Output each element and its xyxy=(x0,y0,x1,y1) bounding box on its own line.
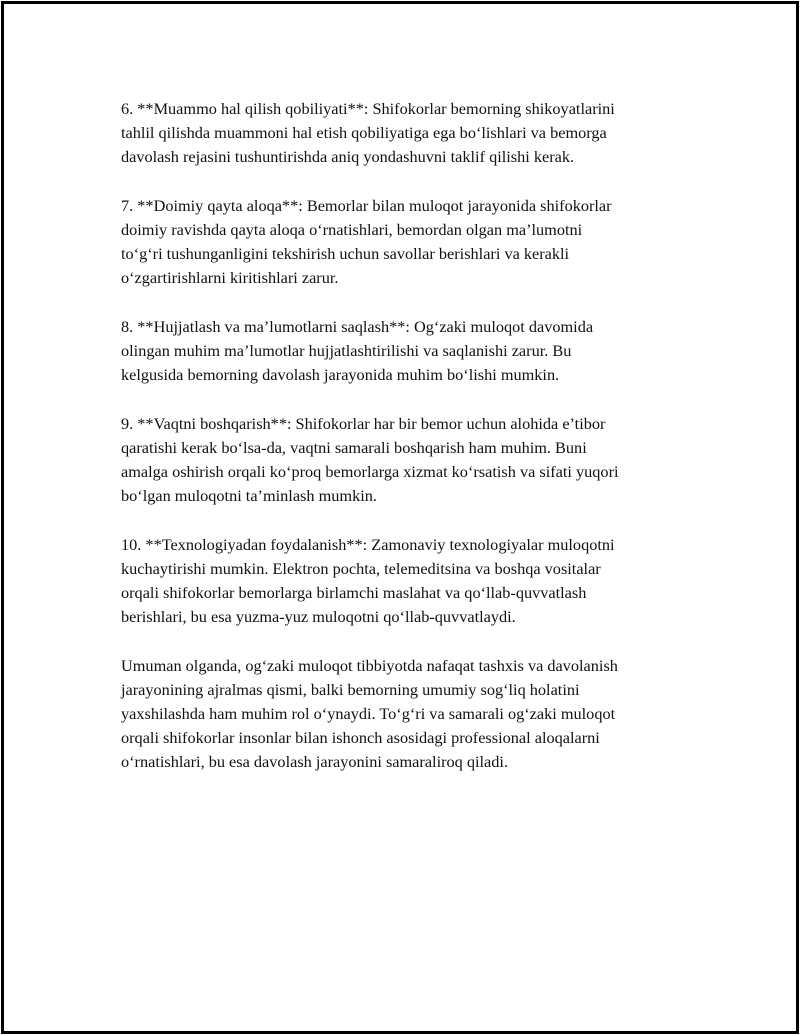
paragraph-line: doimiy ravishda qayta aloqa o‘rnatishlari, bemordan olgan ma’lumotni xyxy=(121,220,583,239)
paragraph-feedback xyxy=(121,194,691,291)
paragraph-line: berishlari, bu esa yuzma-yuz muloqotni qo‘llab-quvvatlaydi. xyxy=(121,607,516,627)
paragraph-line: kelgusida bemorning davolash jarayonida muhim bo‘lishi mumkin. xyxy=(121,365,560,385)
paragraph-line: yaxshilashda ham muhim rol o‘ynaydi. To‘g‘ri va samarali og‘zaki muloqot xyxy=(121,704,616,723)
paragraph-line: amalga oshirish orqali ko‘proq bemorlarga xizmat ko‘rsatish va sifati yuqori xyxy=(121,462,619,481)
document-body xyxy=(121,97,691,799)
paragraph-documentation xyxy=(121,315,691,388)
paragraph-line: 10. **Texnologiyadan foydalanish**: Zamonaviy texnologiyalar muloqotni xyxy=(121,534,615,554)
paragraph-line: olingan muhim ma’lumotlar hujjatlashtirilishi va saqlanishi zarur. Bu xyxy=(121,341,572,360)
paragraph-line: bo‘lgan muloqotni ta’minlash mumkin. xyxy=(121,486,377,506)
paragraph-line: to‘g‘ri tushunganligini tekshirish uchun savollar berishlari va kerakli xyxy=(121,244,570,264)
paragraph-line: 9. **Vaqtni boshqarish**: Shifokorlar har bir bemor uchun alohida e’tibor xyxy=(121,413,606,433)
paragraph-line: qaratishi kerak bo‘lsa-da, vaqtni samarali boshqarish ham muhim. Buni xyxy=(121,437,587,457)
paragraph-time-management xyxy=(121,412,691,509)
paragraph-line: davolash rejasini tushuntirishda aniq yondashuvni taklif qilishi kerak. xyxy=(121,147,575,167)
paragraph-problem-solving xyxy=(121,97,691,170)
paragraph-line: 8. **Hujjatlash va ma’lumotlarni saqlash**: Og‘zaki muloqot davomida xyxy=(121,316,594,336)
paragraph-line: kuchaytirishi mumkin. Elektron pochta, telemeditsina va boshqa vositalar xyxy=(121,558,601,578)
paragraph-line: o‘rnatishlari, bu esa davolash jarayonini samaraliroq qiladi. xyxy=(121,752,509,772)
paragraph-line: tahlil qilishda muammoni hal etish qobiliyatiga ega bo‘lishlari va bemorga xyxy=(121,123,607,143)
paragraph-line: orqali shifokorlar bemorlarga birlamchi maslahat va qo‘llab-quvvatlash xyxy=(121,583,587,602)
paragraph-line: jarayonining ajralmas qismi, balki bemorning umumiy sog‘liq holatini xyxy=(121,679,580,699)
paragraph-conclusion xyxy=(121,654,691,775)
paragraph-line: 6. **Muammo hal qilish qobiliyati**: Shifokorlar bemorning shikoyatlarini xyxy=(121,99,615,118)
paragraph-line: Umuman olganda, og‘zaki muloqot tibbiyotda nafaqat tashxis va davolanish xyxy=(121,655,618,675)
paragraph-line: o‘zgartirishlarni kiritishlari zarur. xyxy=(121,268,339,288)
paragraph-technology xyxy=(121,533,691,630)
page-frame xyxy=(1,1,799,1034)
paragraph-line: orqali shifokorlar insonlar bilan ishonch asosidagi professional aloqalarni xyxy=(121,728,600,748)
paragraph-line: 7. **Doimiy qayta aloqa**: Bemorlar bilan muloqot jarayonida shifokorlar xyxy=(121,195,612,215)
